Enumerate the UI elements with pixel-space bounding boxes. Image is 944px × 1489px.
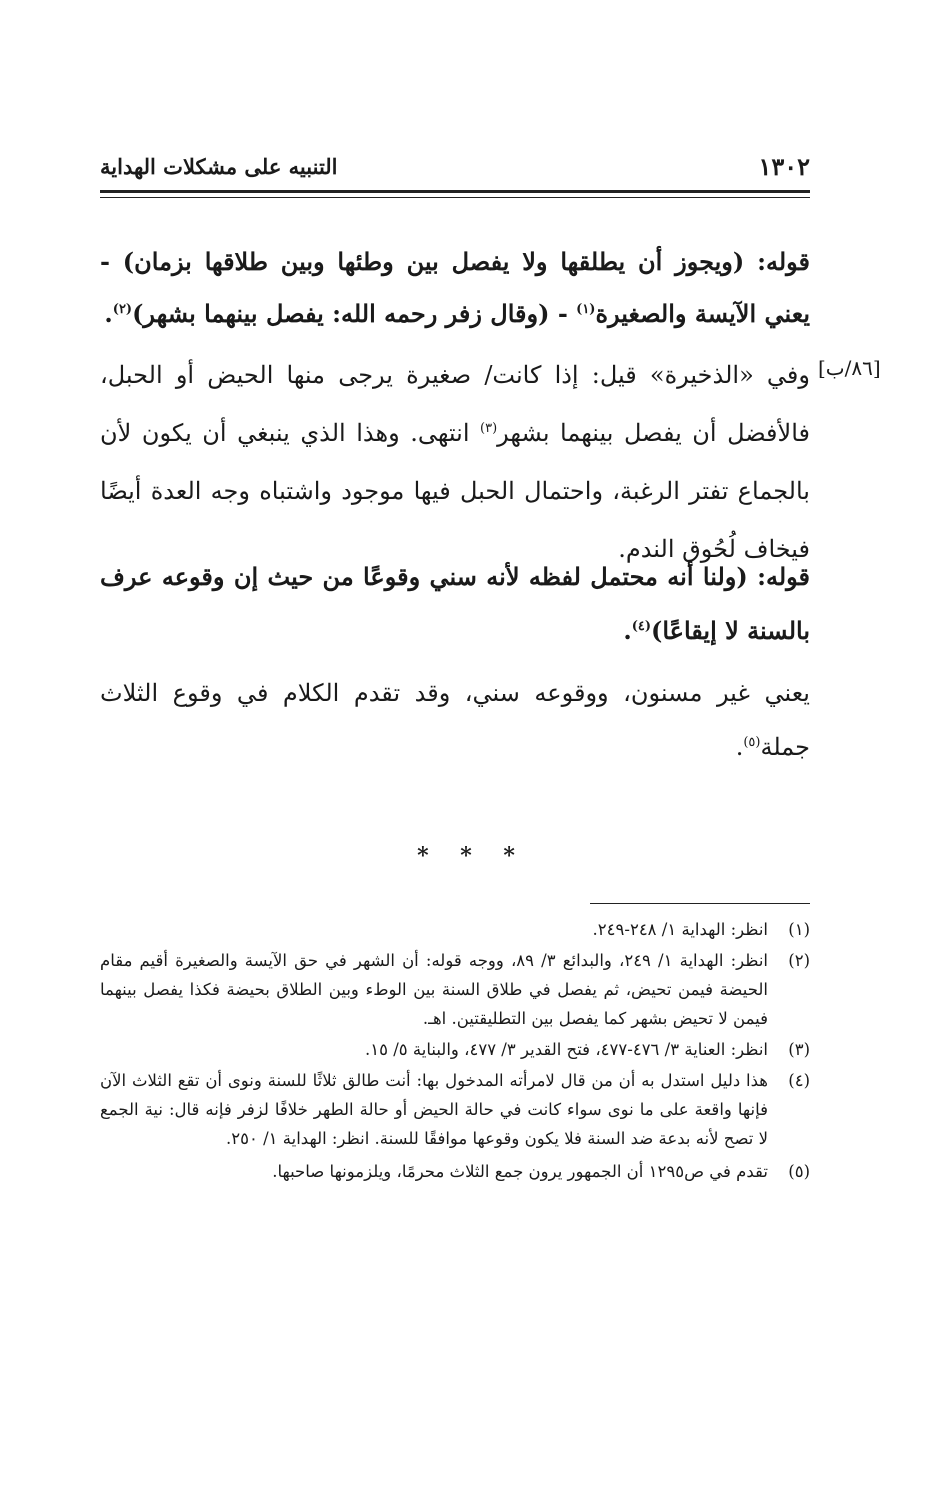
- paragraph-commentary-2: [100, 666, 810, 774]
- footnote-item: [100, 1035, 810, 1064]
- footnote-ref[interactable]: (١): [576, 302, 596, 317]
- paragraph-quote-1: [100, 236, 810, 340]
- footnote-text: انظر: الهداية ١/ ٢٤٩، والبدائع ٣/ ٨٩، ووجه قوله: أن الشهر في حق الآيسة والصغيرة أقيم مقام الحيضة فيمن تحيض، ثم يفصل في طلاق السنة بين الوطء وبين الطلاق بحيضة فكذا يفصل بينهما فيمن لا تحيض بشهر كما يفصل بين التطليقتين. اهـ.: [100, 951, 768, 1028]
- footnotes: [100, 915, 810, 1188]
- paragraph-text: يعني غير مسنون، ووقوعه سني، وقد تقدم الكلام في وقوع الثلاث جملة: [100, 679, 810, 761]
- footnote-number: (٢): [788, 951, 810, 970]
- footnote-number: (٥): [788, 1162, 810, 1181]
- page-header: [100, 148, 810, 188]
- header-rule-thick: [100, 190, 810, 193]
- footnote-number: (٤): [788, 1071, 810, 1090]
- footnote-ref[interactable]: (٣): [480, 421, 498, 436]
- footnote-text: انظر: الهداية ١/ ٢٤٨-٢٤٩.: [592, 920, 768, 939]
- paragraph-commentary-1: [100, 346, 810, 578]
- paragraph-text: انتهى. وهذا الذي ينبغي أن يكون لأن بالجماع تفتر الرغبة، واحتمال الحبل فيها موجود واشتباه وجه العدة أيضًا فيخاف لُحُوق الندم.: [100, 419, 810, 563]
- paragraph-text: - (وقال زفر رحمه الله: يفصل بينهما بشهر): [132, 299, 577, 328]
- footnote-text: هذا دليل استدل به أن من قال لامرأته المدخول بها: أنت طالق ثلاثًا للسنة ونوى أن تقع الثلاث الآن فإنها واقعة على ما نوى سواء كانت في حالة الحيض أو حالة الطهر خلافًا لزفر فإنه قال: نية الجمع لا تصح لأنه بدعة ضد السنة فلا يكون وقوعها موافقًا للسنة. انظر: الهداية ١/ ٢٥٠.: [100, 1071, 768, 1148]
- footnote-item: [100, 946, 810, 1033]
- paragraph-text: قوله: (ويجوز أن يطلقها ولا يفصل بين وطئها وبين طلاقها بزمان) - يعني الآيسة والصغيرة: [100, 247, 810, 328]
- footnote-item: [100, 1157, 810, 1186]
- footnote-ref[interactable]: (٤): [631, 619, 651, 634]
- paragraph-text: قوله: (ولنا أنه محتمل لفظه لأنه سني وقوعًا من حيث إن وقوعه عرف بالسنة لا إيقاعًا): [100, 562, 810, 645]
- paragraph-quote-2: [100, 550, 810, 658]
- footnote-text: تقدم في ص١٢٩٥ أن الجمهور يرون جمع الثلاث محرمًا، ويلزمونها صاحبها.: [272, 1162, 768, 1181]
- footnote-ref[interactable]: (٥): [743, 735, 761, 750]
- footnote-ref[interactable]: (٢): [112, 302, 133, 317]
- footnote-item: [100, 915, 810, 944]
- header-rule-thin: [100, 197, 810, 198]
- footnote-number: (٣): [788, 1040, 810, 1059]
- section-separator: * * *: [417, 843, 527, 869]
- paragraph-text: .: [735, 733, 744, 761]
- footnote-text: انظر: العناية ٣/ ٤٧٦-٤٧٧، فتح القدير ٣/ ٤٧٧، والبناية ٥/ ١٥.: [364, 1040, 768, 1059]
- paragraph-text: .: [104, 299, 113, 328]
- margin-folio-reference: [٨٦/ب]: [818, 356, 881, 380]
- paragraph-text: وفي «الذخيرة» قيل: إذا كانت/ صغيرة يرجى منها الحيض أو الحبل، فالأفضل أن يفصل بينهما بشهر: [100, 361, 810, 447]
- footnote-item: [100, 1066, 810, 1153]
- footnote-rule: [590, 903, 810, 904]
- paragraph-text: .: [623, 616, 632, 645]
- running-title: التنبيه على مشكلات الهداية: [100, 154, 338, 179]
- footnote-number: (١): [788, 920, 810, 939]
- page-number: ١٣٠٢: [758, 152, 810, 181]
